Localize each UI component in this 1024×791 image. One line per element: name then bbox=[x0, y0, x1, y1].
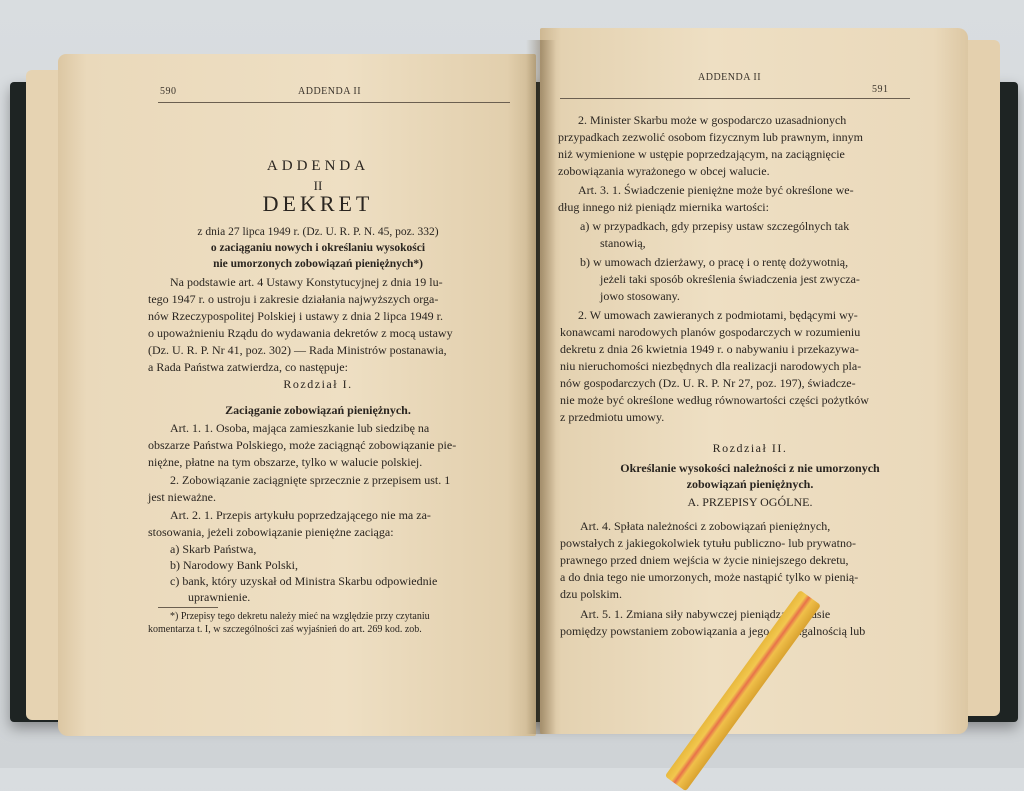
body-line: Art. 4. Spłata należności z zobowiązań pieniężnych, bbox=[580, 519, 831, 533]
list-item: c) bank, który uzyskał od Ministra Skarbu odpowiednie bbox=[170, 574, 438, 588]
book-gutter-shadow bbox=[526, 40, 556, 734]
running-head-left: ADDENDA II bbox=[298, 86, 362, 97]
body-line: o upoważnieniu Rządu do wydawania dekretów z mocą ustawy bbox=[148, 326, 453, 340]
right-page bbox=[540, 28, 968, 734]
list-item: b) Narodowy Bank Polski, bbox=[170, 558, 298, 572]
body-line: zobowiązania wyrażonego w obcej walucie. bbox=[558, 164, 770, 178]
footnote-line: komentarza t. I, w szczególności zaś wyjaśnień do art. 269 kod. zob. bbox=[148, 624, 422, 635]
list-item: b) w umowach dzierżawy, o pracę i o rentę dożywotnią, bbox=[580, 255, 849, 269]
body-line: pomiędzy powstaniem zobowiązania a jego wymagalnością lub bbox=[560, 624, 866, 638]
chapter-heading-1: Rozdział I. bbox=[283, 377, 353, 391]
body-line: 2. W umowach zawieranych z podmiotami, będącymi wy- bbox=[578, 308, 858, 322]
chapter-title-2-line-1: Określanie wysokości należności z nie umorzonych bbox=[620, 461, 880, 475]
body-line: 2. Zobowiązanie zaciągnięte sprzecznie z przepisem ust. 1 bbox=[170, 473, 451, 487]
dekret-heading: DEKRET bbox=[262, 191, 374, 216]
body-line: nie może być określone według równowartości części pożytków bbox=[560, 393, 869, 407]
body-line: nów Rzeczypospolitej Polskiej i ustawy z dnia 2 lipca 1949 r. bbox=[148, 309, 443, 323]
body-line: Art. 1. 1. Osoba, mająca zamieszkanie lub siedzibę na bbox=[170, 421, 430, 435]
body-line: Art. 5. 1. Zmiana siły nabywczej pieniądza w czasie bbox=[580, 607, 831, 621]
list-item: a) Skarb Państwa, bbox=[170, 542, 257, 556]
list-item: jeżeli taki sposób określenia świadczenia jest zwycza- bbox=[600, 272, 860, 286]
body-line: dług innego niż pieniądz miernika wartości: bbox=[558, 200, 769, 214]
chapter-title-1: Zaciąganie zobowiązań pieniężnych. bbox=[225, 403, 411, 417]
body-line: niężne, płatne na tym obszarze, tylko w walucie polskiej. bbox=[148, 455, 423, 469]
page-number-left: 590 bbox=[160, 86, 177, 97]
body-line: Na podstawie art. 4 Ustawy Konstytucyjnej z dnia 19 lu- bbox=[170, 275, 443, 289]
body-line: 2. Minister Skarbu może w gospodarczo uzasadnionych bbox=[578, 113, 847, 127]
body-line: prawnego przed dniem wejścia w życie niniejszego dekretu, bbox=[560, 553, 849, 567]
body-line: niż wymienione w ustępie poprzedzającym, na zaciągnięcie bbox=[558, 147, 845, 161]
list-item: stanowią, bbox=[600, 236, 646, 250]
body-line: (Dz. U. R. P. Nr 41, poz. 302) — Rada Ministrów postanawia, bbox=[148, 343, 447, 357]
body-line: Art. 2. 1. Przepis artykułu poprzedzającego nie ma za- bbox=[170, 508, 431, 522]
chapter-heading-2: Rozdział II. bbox=[712, 441, 788, 455]
body-line: tego 1947 r. o ustroju i zakresie działania najwyższych orga- bbox=[148, 292, 439, 306]
section-heading: A. PRZEPISY OGÓLNE. bbox=[687, 495, 813, 509]
addenda-subtitle: II bbox=[313, 178, 323, 193]
body-line: przypadkach zezwolić osobom fizycznym lub prawnym, innym bbox=[558, 130, 863, 144]
body-line: a Rada Państwa zatwierdza, co następuje: bbox=[148, 360, 348, 374]
body-line: dekretu z dnia 26 kwietnia 1949 r. o nabywaniu i przekazywa- bbox=[560, 342, 859, 356]
running-head-right: ADDENDA II bbox=[698, 72, 762, 83]
body-line: obszarze Państwa Polskiego, może zaciągnąć zobowiązanie pie- bbox=[148, 438, 457, 452]
decree-date-line: z dnia 27 lipca 1949 r. (Dz. U. R. P. N. 45, poz. 332) bbox=[197, 226, 439, 238]
header-rule-right bbox=[560, 98, 910, 99]
decree-subject-line-2: nie umorzonych zobowiązań pieniężnych*) bbox=[213, 258, 423, 270]
page-number-right: 591 bbox=[872, 84, 889, 95]
body-line: Art. 3. 1. Świadczenie pieniężne może być określone we- bbox=[578, 183, 854, 197]
body-line: konawcami narodowych planów gospodarczych w rozumieniu bbox=[560, 325, 861, 339]
body-line: dzu polskim. bbox=[560, 587, 622, 601]
list-item: jowo stosowany. bbox=[600, 289, 680, 303]
body-line: powstałych z jakiegokolwiek tytułu publiczno- lub prywatno- bbox=[560, 536, 856, 550]
body-line: nów gospodarczych (Dz. U. R. P. Nr 27, poz. 197), świadcze- bbox=[560, 376, 856, 390]
chapter-title-2-line-2: zobowiązań pieniężnych. bbox=[686, 477, 814, 491]
body-line: stosowania, jeżeli zobowiązanie pieniężne zaciąga: bbox=[148, 525, 394, 539]
addenda-title: ADDENDA bbox=[266, 158, 370, 174]
body-line: z przedmiotu umowy. bbox=[560, 410, 665, 424]
body-line: a do dnia tego nie umorzonych, może nastąpić tylko w pienią- bbox=[560, 570, 859, 584]
body-line: niu nieruchomości niezbędnych dla realizacji narodowych pla- bbox=[560, 359, 862, 373]
footnote-line: *) Przepisy tego dekretu należy mieć na względzie przy czytaniu bbox=[170, 611, 430, 622]
footnote-rule bbox=[158, 607, 218, 608]
body-line: jest nieważne. bbox=[148, 490, 216, 504]
decree-subject-line-1: o zaciąganiu nowych i określaniu wysokości bbox=[210, 242, 426, 254]
list-item: a) w przypadkach, gdy przepisy ustaw szczególnych tak bbox=[580, 219, 850, 233]
left-page bbox=[58, 54, 536, 736]
header-rule-left bbox=[158, 102, 510, 103]
list-item: uprawnienie. bbox=[188, 590, 251, 604]
